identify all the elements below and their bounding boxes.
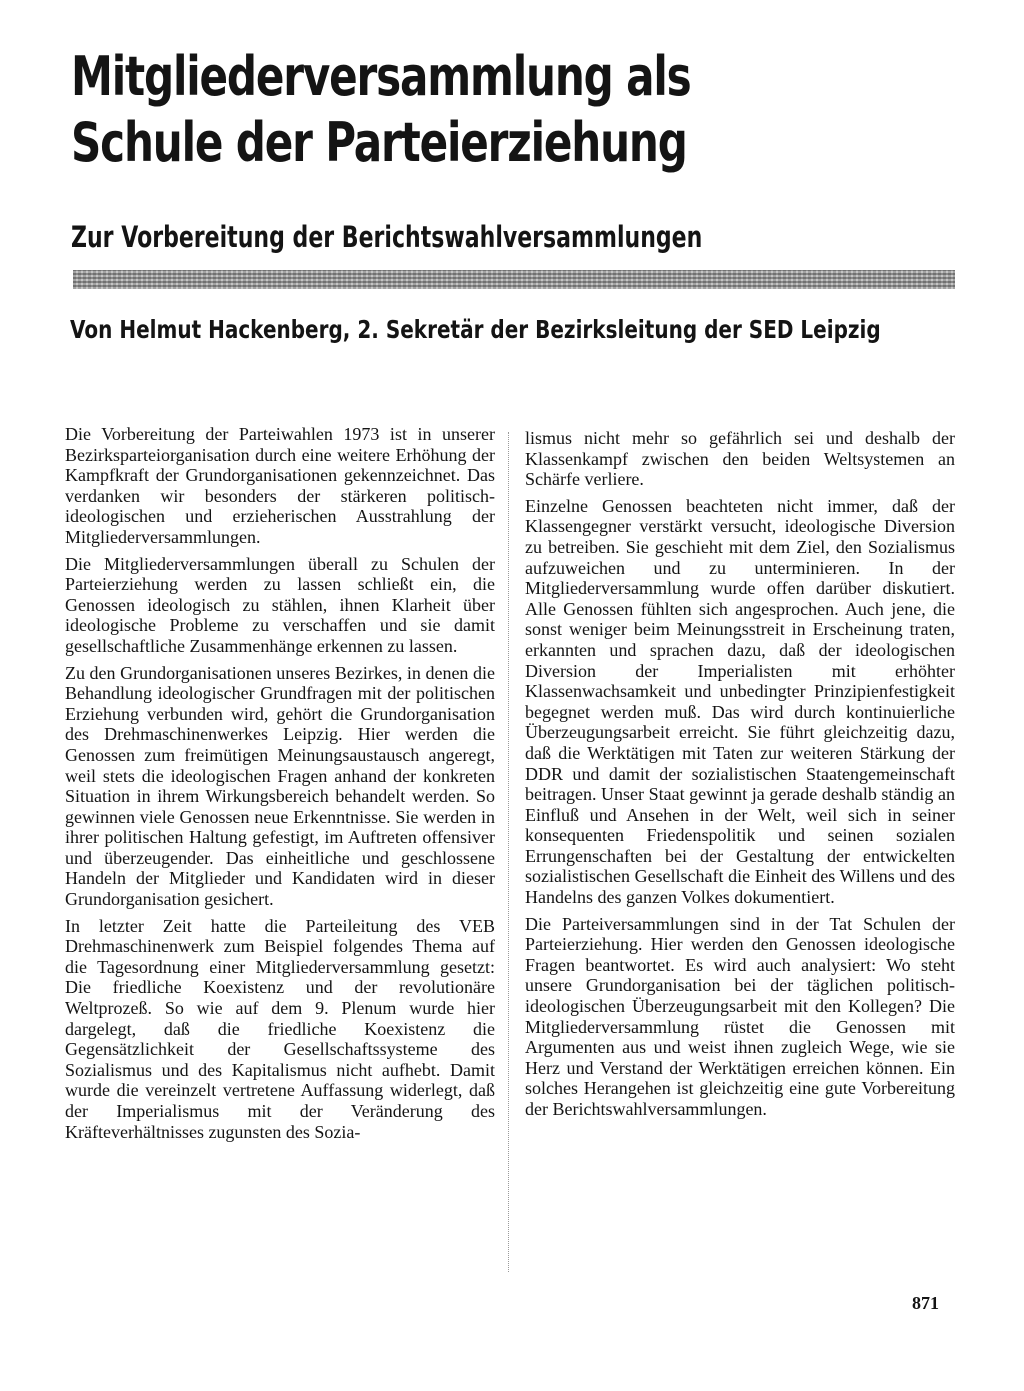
paragraph-right-3: Die Parteiversammlungen sind in der Tat Schulen der Parteierziehung. Hier werden den Genossen ideologische Fragen beantwortet. Es wird auch analysiert: Wo steht unsere Grundorganisation bei der täglichen politisch-ideologischen Überzeugungsarbeit mit den Kollegen? Die Mitgliederversammlung rüstet die Genossen mit Argumenten aus und weist ihnen zugleich Wege, wie sie Herz und Verstand der Werktätigen erreichen können. Ein solches Herangehen ist gleichzeitig eine gute Vorbereitung der Berichtswahlversammlungen. bbox=[525, 913, 955, 1119]
paragraph-right-2: Einzelne Genossen beachteten nicht immer, daß der Klassengegner verstärkt versucht, ideologische Diversion zu betreiben. Sie geschieht mit dem Ziel, den Sozialismus aufzuweichen und zu unterminieren. In der Mitgliederversammlung wurde offen darüber diskutiert. Alle Genossen fühlten sich angesprochen. Auch jene, die sonst weniger beim Meinungsstreit in Erscheinung traten, erkannten und sprachen dazu, daß der ideologischen Diversion der Imperialisten mit erhöhter Klassenwachsamkeit und unbedingter Prinzipienfestigkeit begegnet werden muß. Das wird durch kontinuierliche Überzeugungsarbeit erreicht. Sie führt gleichzeitig dazu, daß die Werktätigen mit Taten zur weiteren Stärkung der DDR und damit der sozialistischen Staatengemeinschaft beitragen. Unser Staat gewinnt ja gerade deshalb ständig an Einfluß und Ansehen in der Welt, weil sich in seiner konsequenten Friedenspolitik und seinen sozialen Errungenschaften bei der Gestaltung der entwickelten sozialistischen Gesellschaft die Einheit des Willens und des Handelns des ganzen Volkes dokumentiert. bbox=[525, 495, 955, 908]
right-column bbox=[525, 428, 955, 1126]
article-title-line-2: Schule der Parteierziehung bbox=[71, 111, 687, 174]
decorative-rule bbox=[73, 270, 955, 289]
article-title bbox=[71, 44, 773, 176]
column-divider bbox=[508, 432, 509, 1272]
paragraph-right-1: lismus nicht mehr so gefährlich sei und deshalb der Klassenkampf zwischen den beiden Weltsystemen an Schärfe verliere. bbox=[525, 428, 955, 490]
paragraph-left-4: In letzter Zeit hatte die Parteileitung des VEB Drehmaschinenwerk zum Beispiel folgendes Thema auf die Tagesordnung einer Mitgliederversammlung gesetzt: Die friedliche Koexistenz und der revolutionäre Weltprozeß. So wie auf dem 9. Plenum wurde hier dargelegt, daß die friedliche Koexistenz die Gegensätzlichkeit der Gesellschaftssysteme des Sozialismus und des Kapitalismus nicht aufhebt. Damit wurde die vereinzelt vertretene Auffassung widerlegt, daß der Imperialismus mit der Veränderung des Kräfteverhältnisses zugunsten des Sozia- bbox=[65, 915, 495, 1142]
page-number: 871 bbox=[912, 1293, 939, 1313]
paragraph-left-3: Zu den Grundorganisationen unseres Bezirkes, in denen die Behandlung ideologischer Grundfragen mit der politischen Erziehung verbunden wird, gehört die Grundorganisation des Drehmaschinenwerkes Leipzig. Hier werden die Genossen zum freimütigen Meinungsaustausch angeregt, weil stets die ideologischen Fragen anhand der konkreten Situation in ihrem Wirkungsbereich behandelt werden. So gewinnen viele Genossen neue Erkenntnisse. Sie werden in ihrer politischen Haltung gefestigt, im Auftreten offensiver und überzeugender. Das einheitliche und geschlossene Handeln der Mitglieder und Kandidaten wird in dieser Grundorganisation gesichert. bbox=[65, 662, 495, 910]
left-column bbox=[65, 424, 495, 1148]
article-subtitle: Zur Vorbereitung der Berichtswahlversammlungen bbox=[71, 220, 703, 254]
paragraph-left-2: Die Mitgliederversammlungen überall zu Schulen der Parteierziehung werden zu lassen schließt ein, die Genossen ideologisch zu stählen, ihnen Klarheit über ideologische Probleme zu verschaffen und sie damit gesellschaftliche Zusammenhänge erkennen zu lassen. bbox=[65, 553, 495, 656]
author-byline: Von Helmut Hackenberg, 2. Sekretär der Bezirksleitung der SED Leipzig bbox=[70, 315, 881, 344]
article-title-line-1: Mitgliederversammlung als bbox=[71, 45, 691, 108]
paragraph-left-1: Die Vorbereitung der Parteiwahlen 1973 ist in unserer Bezirksparteiorganisation durch eine weitere Erhöhung der Kampfkraft der Grundorganisationen gekennzeichnet. Das verdanken wir besonders der stärkeren politisch-ideologischen und erzieherischen Ausstrahlung der Mitgliederversammlungen. bbox=[65, 424, 495, 547]
